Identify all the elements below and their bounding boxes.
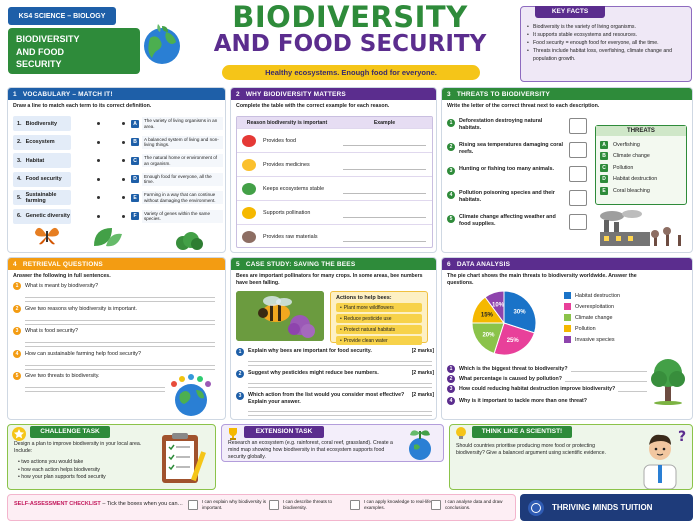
- threat-number: 5: [447, 215, 455, 223]
- answer-line[interactable]: [25, 298, 215, 302]
- marks: [2 marks]: [411, 392, 434, 398]
- threat-option-letter: C: [600, 164, 608, 172]
- legend-swatch: [564, 303, 571, 310]
- data-question-text: Why is it important to tackle more than one threat?: [459, 398, 588, 404]
- checklist-checkbox[interactable]: [350, 500, 360, 510]
- key-fact-item: • It supports stable ecosystems and resources.: [527, 32, 638, 39]
- globe-icon: [140, 22, 184, 66]
- vocab-def-letter: F: [131, 212, 139, 220]
- data-question-text: What percentage is caused by pollution?: [459, 376, 563, 382]
- retrieval-question: [13, 350, 223, 373]
- question-number: 1: [447, 365, 455, 373]
- threat-option: [600, 139, 682, 151]
- threat-description: Hunting or fishing too many animals.: [459, 166, 554, 172]
- threat-row: [447, 166, 587, 190]
- bees-header: 5 CASE STUDY: SAVING THE BEES: [231, 258, 436, 270]
- bee-photo: [236, 291, 324, 341]
- sprout-icon: [402, 427, 438, 462]
- checklist-title: SELF-ASSESSMENT CHECKLIST – Tick the boxes when you can…: [14, 501, 184, 507]
- question-number: 3: [236, 392, 244, 400]
- vocab-row: [13, 134, 223, 152]
- why-example-answer[interactable]: [343, 184, 426, 194]
- page-title: [200, 0, 500, 57]
- why-example-answer[interactable]: [343, 208, 426, 218]
- tree-icon: [648, 357, 688, 407]
- challenge-item: • two actions you would take: [18, 459, 84, 465]
- bee-action-item: • Reduce pesticide use: [336, 314, 422, 323]
- legend-item: [564, 334, 684, 345]
- scientist-text: Should countries prioritise producing more food or protecting biodiversity? Give a balanced argument using scientific evidence.: [456, 443, 606, 457]
- scientist-icon: [636, 427, 688, 490]
- challenge-item: • how each action helps biodiversity: [18, 466, 100, 473]
- legend-item: [564, 323, 684, 334]
- brand-name: THRIVING MINDS TUITION: [552, 503, 653, 512]
- answer-line[interactable]: [565, 377, 647, 382]
- vocab-term: 6. Genetic diversity: [13, 209, 71, 224]
- retrieval-question-text: Give two threats to biodiversity.: [25, 373, 100, 379]
- threat-option-letter: D: [600, 175, 608, 183]
- threat-row: [447, 118, 587, 142]
- retrieval-question: [13, 282, 223, 305]
- threat-option: [600, 174, 682, 186]
- answer-line[interactable]: [25, 366, 215, 370]
- key-fact-text: Threats include habitat loss, overfishing, climate change and population growth.: [533, 48, 672, 63]
- key-fact-text: Food security = enough food for everyone, all the time.: [533, 40, 659, 47]
- threats-panel: [441, 87, 693, 253]
- bees-intro: Bees are important pollinators for many crops. In some areas, bee numbers have been falling.: [236, 273, 423, 287]
- threats-instruction: Write the letter of the correct threat next to each description.: [447, 103, 600, 109]
- legend-label: Invasive species: [575, 336, 615, 343]
- question-number: 5: [13, 372, 21, 380]
- threat-option-letter: E: [600, 187, 608, 195]
- threat-option: [600, 185, 682, 197]
- topic-banner: BIODIVERSITY AND FOOD SECURITY: [8, 28, 140, 74]
- checklist-item: [431, 499, 512, 510]
- vocab-row: [13, 171, 223, 189]
- butterfly-icon: [34, 226, 60, 248]
- why-reason: Keeps ecosystems stable: [263, 185, 325, 192]
- answer-line[interactable]: [248, 412, 432, 416]
- data-header: 6 DATA ANALYSIS: [442, 258, 692, 270]
- threat-answer-box[interactable]: [569, 166, 587, 182]
- threat-option-text: Climate change: [613, 153, 650, 160]
- key-fact-text: Biodiversity is the variety of living organisms.: [533, 24, 636, 30]
- challenge-panel: [7, 424, 216, 490]
- challenge-item-text: two actions you would take: [21, 459, 84, 465]
- data-question: [447, 394, 647, 408]
- match-dot[interactable]: [97, 122, 100, 125]
- lightbulb-icon: [454, 426, 468, 442]
- vocab-term-text: Habitat: [25, 157, 45, 164]
- why-row: [237, 200, 432, 224]
- bee-question-text: Explain why bees are important for food security.: [248, 348, 372, 354]
- bee-question: [236, 348, 434, 370]
- checklist-panel: [7, 494, 516, 521]
- threat-option-text: Overfishing: [613, 141, 640, 148]
- threat-answer-box[interactable]: [569, 118, 587, 134]
- vocab-panel: [7, 87, 226, 253]
- why-row: [237, 128, 432, 152]
- match-dot[interactable]: [97, 215, 100, 218]
- pie-label: 30%: [513, 309, 526, 316]
- question-number: 2: [13, 305, 21, 313]
- checklist-checkbox[interactable]: [431, 500, 441, 510]
- factory-icon: [592, 210, 690, 250]
- key-fact-item: • Biodiversity is the variety of living organisms.: [527, 24, 636, 30]
- retrieval-header: 4 RETRIEVAL QUESTIONS: [8, 258, 225, 270]
- retrieval-panel: [7, 257, 226, 420]
- why-example-answer[interactable]: [343, 136, 426, 146]
- pie-legend: [564, 290, 684, 345]
- match-dot[interactable]: [97, 196, 100, 199]
- legend-label: Climate change: [575, 314, 613, 321]
- match-dot[interactable]: [122, 159, 125, 162]
- challenge-item: • how your plan supports food security: [18, 474, 106, 480]
- threats-header: 3 THREATS TO BIODIVERSITY: [442, 88, 692, 100]
- bee-question-text: Which action from the list would you consider most effective? Explain your answer.: [248, 392, 405, 405]
- checklist-text: I can explain why biodiversity is important.: [202, 499, 267, 510]
- pie-label: 25%: [506, 338, 519, 345]
- vocab-term: 4. Food security: [13, 172, 71, 187]
- checklist-text: I can analyse data and draw conclusions.: [445, 499, 503, 510]
- why-col-example: Example: [373, 119, 396, 126]
- threat-option-letter: A: [600, 141, 608, 149]
- threat-option-text: Coral bleaching: [613, 187, 650, 194]
- threat-number: 1: [447, 119, 455, 127]
- retrieval-question: [13, 305, 223, 328]
- legend-label: Overexploitation: [575, 303, 614, 310]
- scientist-panel: [449, 424, 693, 490]
- why-row-icon: [242, 207, 256, 219]
- question-number: 3: [447, 385, 455, 393]
- bush-icon: [173, 230, 203, 252]
- challenge-item-text: how each action helps biodiversity: [21, 466, 100, 473]
- match-dot[interactable]: [122, 178, 125, 181]
- legend-swatch: [564, 314, 571, 321]
- legend-item: [564, 312, 684, 323]
- threat-description: Rising sea temperatures damaging coral reefs.: [459, 142, 563, 156]
- vocab-def-letter: E: [131, 194, 139, 202]
- checklist-checkbox[interactable]: [269, 500, 279, 510]
- legend-swatch: [564, 336, 571, 343]
- title-line-1: BIODIVERSITY: [232, 0, 468, 34]
- match-dot[interactable]: [122, 215, 125, 218]
- why-panel: [230, 87, 437, 253]
- why-example-answer[interactable]: [343, 160, 426, 170]
- threat-option: [600, 162, 682, 174]
- question-number: 3: [13, 327, 21, 335]
- vocab-def-letter: B: [131, 138, 139, 146]
- threats-options-box: [595, 125, 687, 205]
- vocab-def-letter: A: [131, 120, 139, 128]
- threat-answer-box[interactable]: [569, 214, 587, 230]
- match-dot[interactable]: [97, 159, 100, 162]
- match-dot[interactable]: [122, 141, 125, 144]
- pie-label: 10%: [492, 302, 505, 309]
- vocab-def-text: Farming in a way that can continue without damaging the environment.: [142, 191, 223, 204]
- scientist-heading: THINK LIKE A SCIENTIST!: [472, 426, 572, 438]
- why-reason: Provides medicines: [263, 161, 310, 168]
- bee-action-text: Reduce pesticide use: [343, 315, 392, 322]
- threat-row: [447, 142, 587, 166]
- bee-action-text: Protect natural habitats: [343, 326, 396, 333]
- why-row-icon: [242, 159, 256, 171]
- title-line-2: AND FOOD SECURITY: [213, 31, 487, 57]
- bee-question: [236, 370, 434, 392]
- why-row-icon: [242, 135, 256, 147]
- vocab-row: [13, 208, 223, 226]
- retrieval-question-text: What is food security?: [25, 328, 79, 334]
- vocab-term-text: Food security: [25, 176, 62, 183]
- why-instruction: Complete the table with the correct example for each reason.: [236, 103, 390, 109]
- subject-badge: KS4 SCIENCE – BIOLOGY: [8, 7, 116, 25]
- threat-number: 3: [447, 167, 455, 175]
- legend-swatch: [564, 292, 571, 299]
- bees-panel: [230, 257, 437, 420]
- key-fact-item: • Food security = enough food for everyone, all the time.: [527, 40, 659, 47]
- key-facts-heading: KEY FACTS: [535, 6, 605, 18]
- retrieval-question-text: How can sustainable farming help food security?: [25, 350, 141, 357]
- why-reason: Provides food: [263, 137, 296, 144]
- data-instruction: The pie chart shows the main threats to biodiversity worldwide. Answer the questions.: [447, 273, 637, 286]
- threat-option-letter: B: [600, 152, 608, 160]
- brand-banner: [520, 494, 693, 521]
- answer-line[interactable]: [25, 388, 165, 392]
- marks: [2 marks]: [411, 348, 434, 354]
- vocab-row: [13, 189, 223, 207]
- vocab-term: 2. Ecosystem: [13, 135, 71, 150]
- why-table: [236, 116, 433, 248]
- checklist-item: [188, 499, 269, 510]
- vocab-term-text: Sustainable farming: [25, 191, 57, 204]
- svg-text:?: ?: [678, 429, 687, 445]
- why-header: 2 WHY BIODIVERSITY MATTERS: [231, 88, 436, 100]
- data-question-text: Which is the biggest threat to biodiversity?: [459, 366, 568, 372]
- vocab-term-text: Genetic diversity: [25, 213, 70, 220]
- answer-line[interactable]: [25, 321, 215, 325]
- data-question: [447, 374, 647, 384]
- extension-heading: EXTENSION TASK: [244, 426, 324, 438]
- question-number: 1: [236, 348, 244, 356]
- why-row: [237, 224, 432, 248]
- question-number: 4: [13, 350, 21, 358]
- threat-option-text: Habitat destruction: [613, 176, 658, 183]
- match-dot[interactable]: [122, 196, 125, 199]
- data-question-text: How could reducing habitat destruction improve biodiversity?: [459, 386, 616, 392]
- retrieval-question: [13, 327, 223, 350]
- vocab-def-letter: C: [131, 157, 139, 165]
- why-reason: Supports pollination: [263, 209, 311, 216]
- vocab-term: 5. Sustainable farming: [13, 190, 71, 205]
- threats-pie-chart: [454, 288, 554, 358]
- checklist-text: I can describe threats to biodiversity.: [283, 499, 333, 510]
- answer-line[interactable]: [248, 384, 432, 388]
- clipboard-icon: [158, 431, 208, 489]
- answer-line[interactable]: [571, 367, 647, 372]
- bee-action-item: • Provide clean water: [336, 336, 422, 345]
- key-fact-item: • Threats include habitat loss, overfishing, climate change and population growth.: [527, 48, 672, 63]
- leaf-icon: [90, 224, 124, 250]
- question-number: 2: [447, 375, 455, 383]
- vocab-def-text: The variety of living organisms in an area.: [142, 117, 223, 130]
- threat-number: 4: [447, 191, 455, 199]
- threat-description: Deforestation destroying natural habitats.: [459, 118, 543, 132]
- answer-line[interactable]: [25, 343, 215, 347]
- checklist-checkbox[interactable]: [188, 500, 198, 510]
- vocab-term: 3. Habitat: [13, 153, 71, 168]
- bees-actions-heading: Actions to help bees:: [336, 295, 392, 301]
- why-row: [237, 176, 432, 200]
- vocab-term-text: Ecosystem: [25, 139, 55, 146]
- challenge-item-text: how your plan supports food security: [21, 474, 106, 480]
- checklist-text: I can apply knowledge to real-life examples.: [364, 499, 431, 510]
- threat-description: Pollution poisoning species and their habitats.: [459, 190, 555, 204]
- checklist-item: [350, 499, 431, 510]
- vocab-def-text: A balanced system of living and non-living things.: [142, 136, 223, 149]
- vocab-def-letter: D: [131, 175, 139, 183]
- vocab-row: [13, 152, 223, 170]
- why-row-icon: [242, 183, 256, 195]
- question-number: 2: [236, 370, 244, 378]
- bees-actions-box: [330, 291, 428, 343]
- why-row: [237, 152, 432, 176]
- vocab-term: 1. Biodiversity: [13, 116, 71, 131]
- challenge-intro: Design a plan to improve biodiversity in your local area. Include:: [14, 441, 142, 455]
- vocab-def-text: Enough food for everyone, all the time.: [142, 173, 223, 186]
- question-number: 4: [447, 397, 455, 405]
- why-reason: Provides raw materials: [263, 233, 318, 240]
- data-question: [447, 364, 647, 374]
- retrieval-question-text: Give two reasons why biodiversity is important.: [25, 305, 138, 312]
- legend-item: [564, 290, 684, 301]
- tagline: Healthy ecosystems. Enough food for everyone.: [222, 65, 480, 80]
- vocab-header: 1 VOCABULARY – MATCH IT!: [8, 88, 225, 100]
- bee-action-text: Provide clean water: [343, 337, 388, 344]
- bee-action-text: Plant more wildflowers: [343, 304, 394, 311]
- vocab-def-text: Variety of genes within the same species.: [142, 210, 223, 223]
- brain-icon: [528, 500, 544, 516]
- key-fact-text: It supports stable ecosystems and resources.: [533, 32, 638, 39]
- key-facts-box: [520, 6, 692, 82]
- vocab-def-text: The natural home or environment of an organism.: [142, 154, 223, 167]
- threat-row: [447, 214, 587, 238]
- why-col-reason: Reason biodiversity is important: [246, 119, 328, 126]
- data-question: [447, 384, 647, 394]
- pie-label: 15%: [480, 312, 493, 319]
- why-example-answer[interactable]: [343, 232, 426, 242]
- bee-question: [236, 392, 434, 420]
- vocab-term-text: Biodiversity: [25, 120, 58, 127]
- threats-options-heading: THREATS: [596, 126, 686, 136]
- legend-item: [564, 301, 684, 312]
- challenge-heading: CHALLENGE TASK: [30, 426, 110, 438]
- legend-swatch: [564, 325, 571, 332]
- extension-text: Research an ecosystem (e.g. rainforest, coral reef, grassland). Create a mind map showing how biodiversity in that ecosystem supports food security globally.: [228, 440, 393, 461]
- threat-option: [600, 151, 682, 163]
- marks: [2 marks]: [411, 370, 434, 376]
- threat-description: Climate change affecting weather and food supplies.: [459, 214, 556, 228]
- threat-row: [447, 190, 587, 214]
- checklist-item: [269, 499, 350, 510]
- bee-question-text: Suggest why pesticides might reduce bee numbers.: [248, 370, 379, 376]
- match-dot[interactable]: [122, 122, 125, 125]
- match-dot[interactable]: [97, 178, 100, 181]
- why-row-icon: [242, 231, 256, 243]
- answer-line[interactable]: [248, 362, 432, 366]
- legend-label: Habitat destruction: [575, 292, 620, 299]
- people-globe-icon: [166, 370, 216, 420]
- threat-option-text: Pollution: [613, 164, 634, 171]
- pie-label: 20%: [482, 332, 495, 339]
- threat-answer-box[interactable]: [569, 190, 587, 206]
- data-panel: [441, 257, 693, 420]
- retrieval-question-text: What is meant by biodiversity?: [25, 283, 99, 289]
- extension-panel: [221, 424, 444, 462]
- bee-action-item: • Plant more wildflowers: [336, 303, 422, 312]
- bee-action-item: • Protect natural habitats: [336, 325, 422, 334]
- vocab-instruction: Draw a line to match each term to its correct definition.: [13, 103, 152, 109]
- threat-number: 2: [447, 143, 455, 151]
- question-number: 1: [13, 282, 21, 290]
- retrieval-instruction: Answer the following in full sentences.: [13, 273, 111, 279]
- vocab-row: [13, 115, 223, 133]
- legend-label: Pollution: [575, 325, 596, 332]
- threat-answer-box[interactable]: [569, 142, 587, 158]
- match-dot[interactable]: [97, 141, 100, 144]
- answer-line[interactable]: [618, 387, 647, 392]
